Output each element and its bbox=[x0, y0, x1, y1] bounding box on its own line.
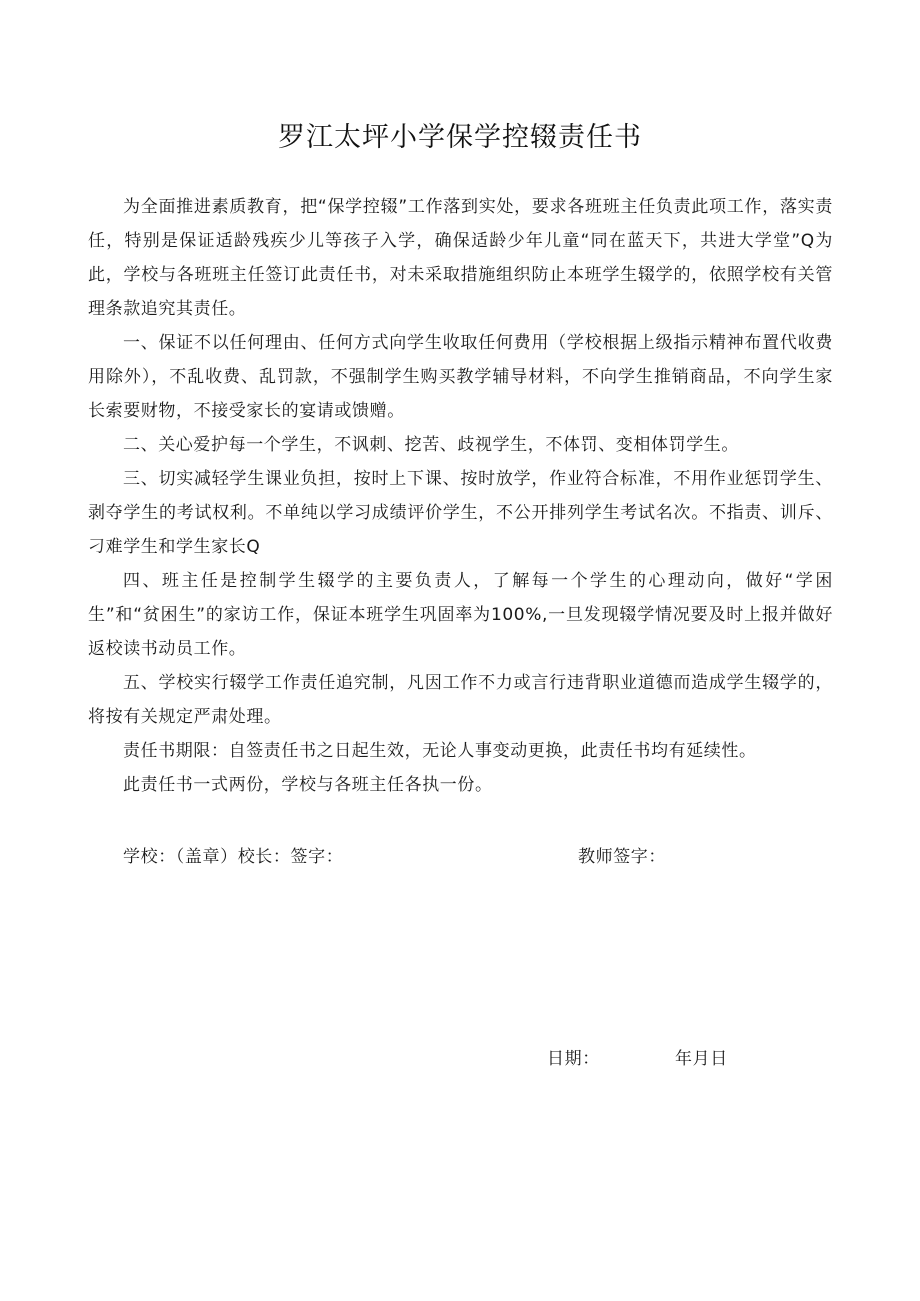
date-value: 年月日 bbox=[675, 1049, 728, 1069]
teacher-signature-label: 教师签字： bbox=[578, 847, 666, 867]
paragraph-clause-4: 四、班主任是控制学生辍学的主要负责人，了解每一个学生的心理动向，做好“学困生”和“贫困生”的家访工作，保证本班学生巩固率为100%,一旦发现辍学情况要及时上报并做好返校读书动员工作。 bbox=[88, 571, 833, 659]
paragraph-term: 责任书期限：自签责任书之日起生效，无论人事变动更换，此责任书均有延续性。 bbox=[123, 741, 757, 761]
paragraph-intro: 为全面推进素质教育，把“保学控辍”工作落到实处，要求各班班主任负责此项工作，落实责任，特别是保证适龄残疾少儿等孩子入学，确保适龄少年儿童“同在蓝天下，共进大学堂”Q为此，学校与各班班主任签订此责任书，对未采取措施组织防止本班学生辍学的，依照学校有关管理条款追究其责任。 bbox=[88, 197, 833, 319]
paragraph-copies: 此责任书一式两份，学校与各班主任各执一份。 bbox=[123, 775, 493, 795]
paragraph-clause-1: 一、保证不以任何理由、任何方式向学生收取任何费用（学校根据上级指示精神布置代收费用除外），不乱收费、乱罚款，不强制学生购买教学辅导材料，不向学生推销商品，不向学生家长索要财物，不接受家长的宴请或馈赠。 bbox=[88, 333, 833, 421]
document-body bbox=[88, 190, 833, 802]
date-label: 日期： bbox=[547, 1049, 600, 1069]
date-line bbox=[547, 1045, 728, 1073]
document-title: 罗江太坪小学保学控辍责任书 bbox=[278, 122, 642, 153]
paragraph-clause-2: 二、关心爱护每一个学生，不讽刺、挖苦、歧视学生，不体罚、变相体罚学生。 bbox=[123, 435, 739, 455]
paragraph-clause-5: 五、学校实行辍学工作责任追究制，凡因工作不力或言行违背职业道德而造成学生辍学的，将按有关规定严肃处理。 bbox=[88, 673, 833, 727]
school-signature-label: 学校：（盖章）校长：签字： bbox=[123, 847, 344, 867]
paragraph-clause-3: 三、切实减轻学生课业负担，按时上下课、按时放学，作业符合标准，不用作业惩罚学生、剥夺学生的考试权利。不单纯以学习成绩评价学生，不公开排列学生考试名次。不指责、训斥、刁难学生和学生家长Q bbox=[88, 469, 833, 557]
